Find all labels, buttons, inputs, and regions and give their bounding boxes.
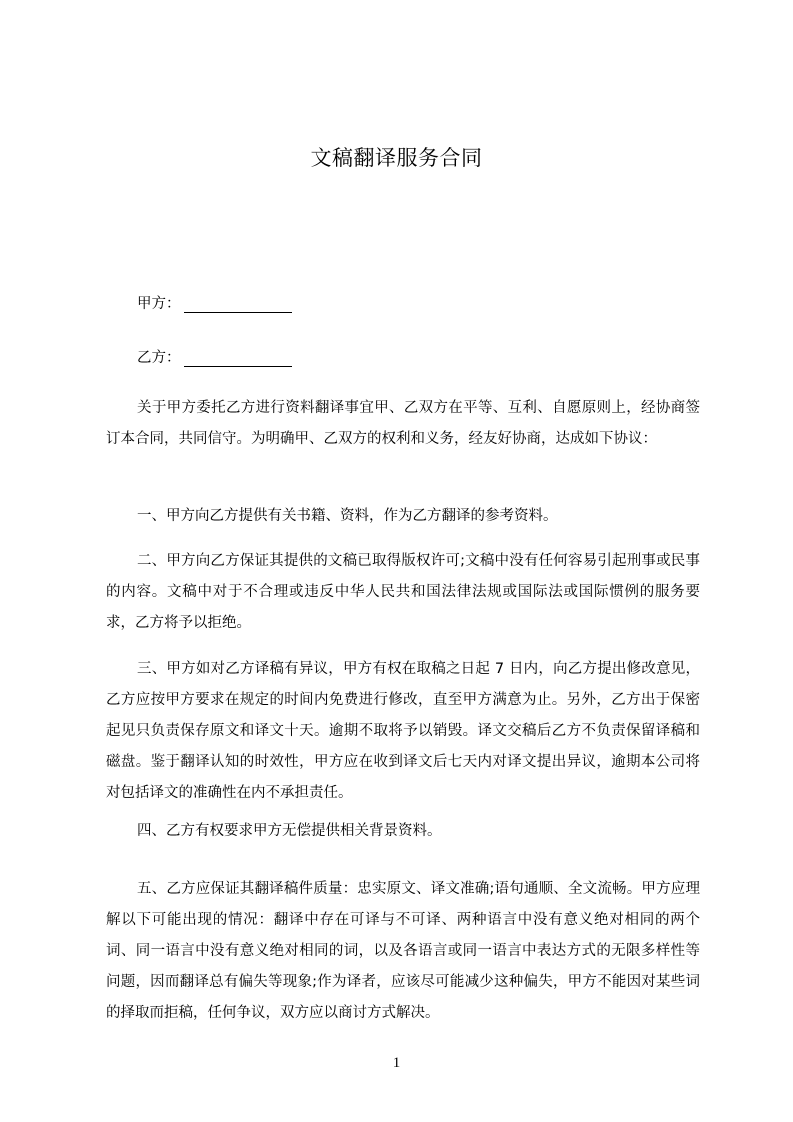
party-b-blank [184, 352, 292, 367]
clause-3: 三、甲方如对乙方译稿有异议，甲方有权在取稿之日起 7 日内，向乙方提出修改意见，乙方应按甲方要求在规定的时间内免费进行修改，直至甲方满意为止。另外，乙方出于保密起见只负责保存原文和译文十天。逾期不取将予以销毁。译文交稿后乙方不负责保留译稿和磁盘。鉴于翻译认知的时效性，甲方应在收到译文后七天内对译文提出异议，逾期本公司将对包括译文的准确性在内不承担责任。 [106, 661, 700, 801]
party-b-line [137, 346, 292, 367]
party-a-line [137, 292, 292, 313]
clause-1: 一、甲方向乙方提供有关书籍、资料，作为乙方翻译的参考资料。 [137, 508, 558, 524]
page-number: 1 [392, 1055, 401, 1071]
party-a-blank [184, 298, 292, 313]
party-b-label: 乙方： [137, 350, 181, 366]
document-title: 文稿翻译服务合同 [310, 146, 483, 170]
party-a-label: 甲方： [137, 296, 181, 312]
clause-2: 二、甲方向乙方保证其提供的文稿已取得版权许可;文稿中没有任何容易引起刑事或民事的内容。文稿中对于不合理或违反中华人民共和国法律法规或国际法或国际惯例的服务要求，乙方将予以拒绝。 [106, 553, 700, 631]
intro-paragraph: 关于甲方委托乙方进行资料翻译事宜甲、乙双方在平等、互利、自愿原则上，经协商签订本合同，共同信守。为明确甲、乙双方的权利和义务，经友好协商，达成如下协议： [106, 400, 700, 447]
clause-5: 五、乙方应保证其翻译稿件质量：忠实原文、译文准确;语句通顺、全文流畅。甲方应理解以下可能出现的情况：翻译中存在可译与不可译、两种语言中没有意义绝对相同的两个词、同一语言中没有意义绝对相同的词，以及各语言或同一语言中表达方式的无限多样性等问题，因而翻译总有偏失等现象;作为译者，应该尽可能减少这种偏失，甲方不能因对某些词的择取而拒稿，任何争议，双方应以商讨方式解决。 [106, 881, 700, 1021]
clause-4: 四、乙方有权要求甲方无偿提供相关背景资料。 [137, 823, 442, 839]
